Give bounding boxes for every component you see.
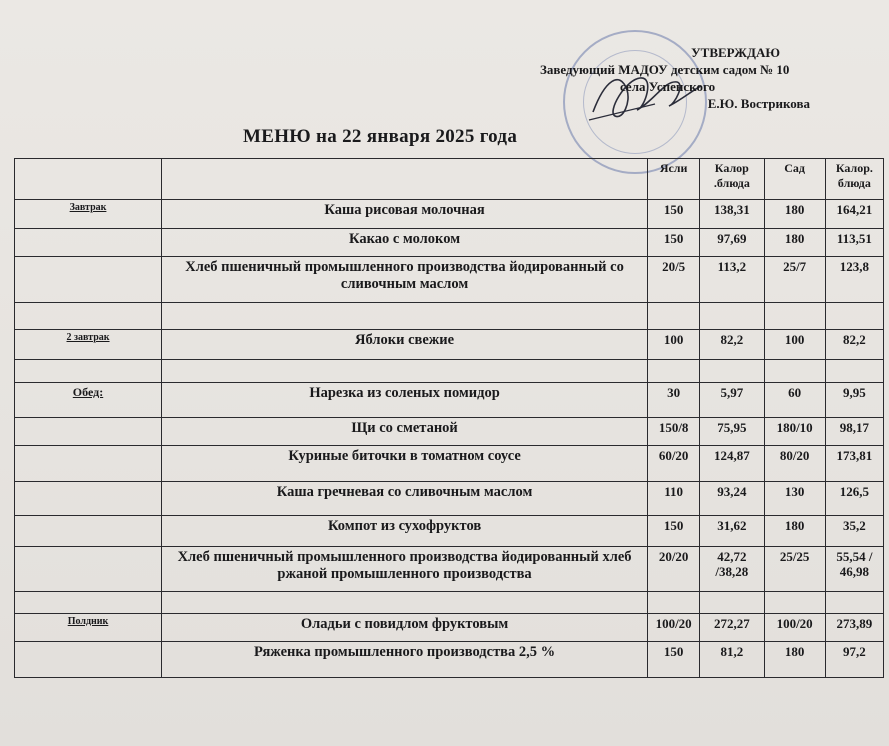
menu-table (14, 158, 884, 678)
table-row (15, 360, 884, 383)
nursery-calories-cell: 93,24 (700, 482, 764, 516)
dish-cell: Каша рисовая молочная (162, 200, 648, 229)
meal-cell (15, 642, 162, 678)
nursery-portion-cell: 20/20 (648, 547, 700, 592)
nursery-portion-cell: 60/20 (648, 446, 700, 482)
garden-portion-cell: 180 (764, 516, 825, 547)
garden-calories-cell: 35,2 (825, 516, 883, 547)
nursery-portion-cell: 100/20 (648, 614, 700, 642)
garden-portion-cell: 80/20 (764, 446, 825, 482)
page-title: МЕНЮ на 22 января 2025 года (243, 126, 518, 147)
dish-cell: Компот из сухофруктов (162, 516, 648, 547)
garden-calories-cell: 9,95 (825, 383, 883, 418)
table-row (15, 446, 884, 482)
garden-portion-cell: 180 (764, 200, 825, 229)
garden-portion-cell: 180 (764, 642, 825, 678)
dish-cell: Каша гречневая со сливочным маслом (162, 482, 648, 516)
meal-cell (15, 547, 162, 592)
dish-cell (162, 303, 648, 330)
nursery-portion-cell: 150 (648, 516, 700, 547)
nursery-calories-cell (700, 592, 764, 614)
table-row (15, 516, 884, 547)
meal-cell (15, 516, 162, 547)
meal-cell (15, 303, 162, 330)
header-dish (162, 159, 648, 200)
dish-cell: Ряженка промышленного производства 2,5 % (162, 642, 648, 678)
nursery-portion-cell: 150 (648, 229, 700, 257)
garden-calories-cell (825, 360, 883, 383)
meal-cell (15, 446, 162, 482)
garden-portion-cell: 100/20 (764, 614, 825, 642)
meal-cell (15, 418, 162, 446)
garden-calories-cell: 82,2 (825, 330, 883, 360)
approval-position: Заведующий МАДОУ детским садом № 10 (540, 62, 790, 77)
nursery-calories-cell: 31,62 (700, 516, 764, 547)
nursery-portion-cell: 100 (648, 330, 700, 360)
nursery-calories-cell: 82,2 (700, 330, 764, 360)
meal-cell: Завтрак (15, 200, 162, 229)
nursery-calories-cell: 75,95 (700, 418, 764, 446)
dish-cell (162, 360, 648, 383)
garden-calories-cell: 273,89 (825, 614, 883, 642)
header-garden: Сад (764, 159, 825, 200)
nursery-portion-cell (648, 303, 700, 330)
dish-cell: Оладьи с повидлом фруктовым (162, 614, 648, 642)
nursery-portion-cell (648, 360, 700, 383)
nursery-calories-cell: 272,27 (700, 614, 764, 642)
table-row (15, 547, 884, 592)
table-row (15, 257, 884, 303)
table-row (15, 418, 884, 446)
garden-portion-cell: 25/7 (764, 257, 825, 303)
nursery-portion-cell: 150 (648, 642, 700, 678)
table-row (15, 303, 884, 330)
nursery-calories-cell: 42,72 /38,28 (700, 547, 764, 592)
nursery-portion-cell: 30 (648, 383, 700, 418)
table-row (15, 200, 884, 229)
garden-calories-cell (825, 592, 883, 614)
approval-name: Е.Ю. Вострикова (707, 96, 810, 111)
meal-cell: Обед: (15, 383, 162, 418)
meal-cell (15, 229, 162, 257)
approval-heading: УТВЕРЖДАЮ (691, 45, 780, 60)
garden-calories-cell: 97,2 (825, 642, 883, 678)
nursery-calories-cell: 5,97 (700, 383, 764, 418)
table-row (15, 229, 884, 257)
meal-cell (15, 482, 162, 516)
approval-location: села Успенского (620, 79, 716, 94)
table-row (15, 330, 884, 360)
garden-portion-cell: 25/25 (764, 547, 825, 592)
table-row (15, 383, 884, 418)
table-row (15, 642, 884, 678)
meal-cell (15, 360, 162, 383)
nursery-calories-cell: 113,2 (700, 257, 764, 303)
meal-cell: Полдник (15, 614, 162, 642)
nursery-calories-cell: 124,87 (700, 446, 764, 482)
garden-portion-cell: 60 (764, 383, 825, 418)
dish-cell: Хлеб пшеничный промышленного производства йодированный со сливочным маслом (162, 257, 648, 303)
nursery-calories-cell: 97,69 (700, 229, 764, 257)
meal-cell (15, 592, 162, 614)
garden-calories-cell: 173,81 (825, 446, 883, 482)
garden-calories-cell: 123,8 (825, 257, 883, 303)
header-meal (15, 159, 162, 200)
garden-portion-cell: 130 (764, 482, 825, 516)
nursery-portion-cell (648, 592, 700, 614)
garden-portion-cell (764, 303, 825, 330)
table-row (15, 482, 884, 516)
nursery-portion-cell: 110 (648, 482, 700, 516)
approval-block (540, 44, 840, 112)
nursery-calories-cell (700, 360, 764, 383)
dish-cell (162, 592, 648, 614)
garden-calories-cell: 98,17 (825, 418, 883, 446)
garden-calories-cell: 164,21 (825, 200, 883, 229)
garden-portion-cell (764, 592, 825, 614)
garden-portion-cell: 100 (764, 330, 825, 360)
nursery-portion-cell: 150 (648, 200, 700, 229)
garden-calories-cell: 55,54 / 46,98 (825, 547, 883, 592)
dish-cell: Хлеб пшеничный промышленного производства йодированный хлеб ржаной промышленного производства (162, 547, 648, 592)
table-row (15, 614, 884, 642)
dish-cell: Яблоки свежие (162, 330, 648, 360)
garden-portion-cell: 180 (764, 229, 825, 257)
garden-portion-cell (764, 360, 825, 383)
meal-cell (15, 257, 162, 303)
table-row (15, 592, 884, 614)
garden-calories-cell (825, 303, 883, 330)
garden-calories-cell: 126,5 (825, 482, 883, 516)
meal-cell: 2 завтрак (15, 330, 162, 360)
nursery-calories-cell (700, 303, 764, 330)
nursery-calories-cell: 81,2 (700, 642, 764, 678)
nursery-portion-cell: 150/8 (648, 418, 700, 446)
garden-calories-cell: 113,51 (825, 229, 883, 257)
nursery-calories-cell: 138,31 (700, 200, 764, 229)
header-nursery: Ясли (648, 159, 700, 200)
dish-cell: Щи со сметаной (162, 418, 648, 446)
dish-cell: Куриные биточки в томатном соусе (162, 446, 648, 482)
header-nursery-calories: Калор .блюда (700, 159, 764, 200)
garden-portion-cell: 180/10 (764, 418, 825, 446)
dish-cell: Нарезка из соленых помидор (162, 383, 648, 418)
table-header-row (15, 159, 884, 200)
nursery-portion-cell: 20/5 (648, 257, 700, 303)
header-garden-calories: Калор. блюда (825, 159, 883, 200)
dish-cell: Какао с молоком (162, 229, 648, 257)
